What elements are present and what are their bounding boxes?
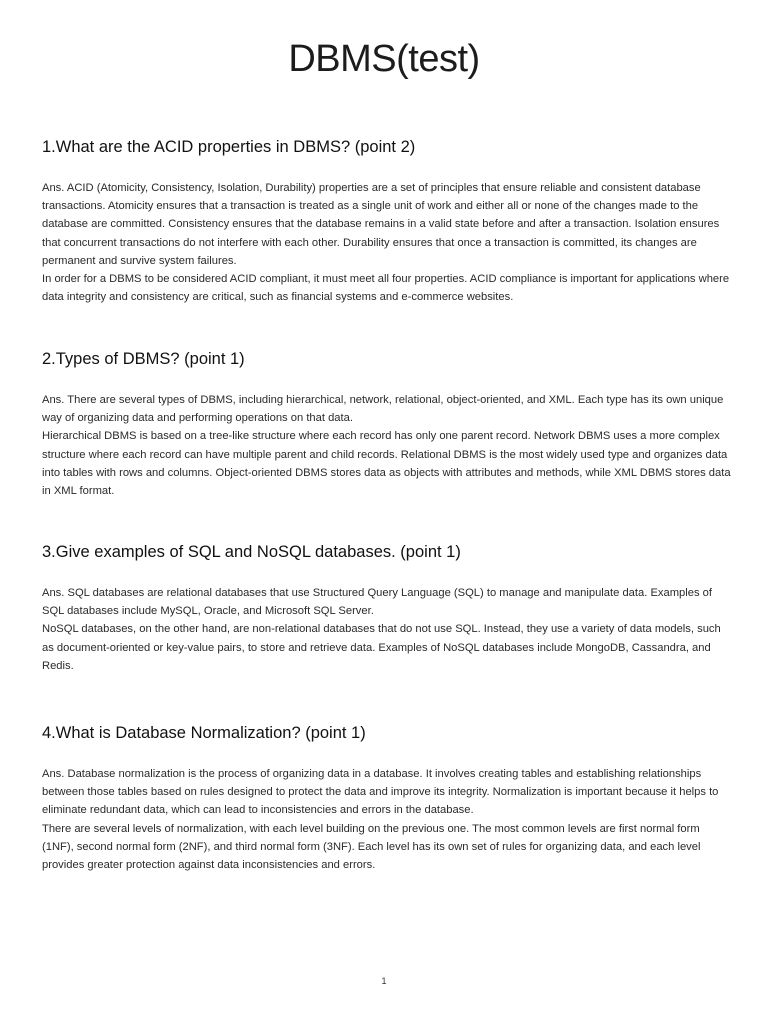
page-title: DBMS(test) xyxy=(288,38,480,80)
answer-paragraph: Ans. SQL databases are relational databases that use Structured Query Language (SQL) to manage and manipulate data. Examples of SQL databases include MySQL, Oracle, and Microsoft SQL Server. xyxy=(42,587,713,618)
answer-text xyxy=(42,584,732,675)
question-heading: 3.Give examples of SQL and NoSQL databases. (point 1) xyxy=(42,543,461,561)
answer-text xyxy=(42,179,732,306)
question-heading: 2.Types of DBMS? (point 1) xyxy=(42,350,245,368)
question-section-2 xyxy=(42,349,732,500)
answer-paragraph: In order for a DBMS to be considered ACID compliant, it must meet all four properties. ACID compliance is important for applications where data integrity and consistency are critical, such as financial systems and e-commerce websites. xyxy=(42,273,730,304)
answer-paragraph: NoSQL databases, on the other hand, are non-relational databases that do not use SQL. Instead, they use a variety of data models, such as document-oriented or key-value pairs, to store and retrieve data. Examples of NoSQL databases include MongoDB, Cassandra, and Redis. xyxy=(42,623,721,672)
answer-paragraph: Ans. Database normalization is the process of organizing data in a database. It involves creating tables and establishing relationships between those tables based on rules designed to protect the data and improve its integrity. Normalization is important because it helps to eliminate redundant data, which can lead to inconsistencies and errors in the database. xyxy=(42,768,719,817)
answer-paragraph: There are several levels of normalization, with each level building on the previous one. The most common levels are first normal form (1NF), second normal form (2NF), and third normal form (3NF). Each level has its own set of rules for organizing data, and each level provides greater protection against data inconsistencies and errors. xyxy=(42,822,701,872)
question-section-1 xyxy=(42,137,732,306)
answer-paragraph: Ans. There are several types of DBMS, including hierarchical, network, relational, object-oriented, and XML. Each type has its own unique way of organizing data and performing operations on that data. xyxy=(42,394,724,425)
question-heading: 4.What is Database Normalization? (point 1) xyxy=(42,724,366,742)
answer-text xyxy=(42,391,732,500)
question-section-4 xyxy=(42,723,732,874)
answer-text xyxy=(42,765,732,874)
answer-paragraph: Ans. ACID (Atomicity, Consistency, Isolation, Durability) properties are a set of principles that ensure reliable and consistent database transactions. Atomicity ensures that a transaction is treated as a single unit of work and either all or none of the changes made to the database are committed. Consistency ensures that the database remains in a valid state before and after a transaction. Isolation ensures that concurrent transactions do not interfere with each other. Durability ensures that once a transaction is committed, its changes are permanent and survive system failures. xyxy=(42,182,720,267)
question-heading: 1.What are the ACID properties in DBMS? (point 2) xyxy=(42,138,416,156)
answer-paragraph: Hierarchical DBMS is based on a tree-like structure where each record has only one parent record. Network DBMS uses a more complex structure where each record can have multiple parent and child records. Relational DBMS is the most widely used type and organizes data into tables with rows and columns. Object-oriented DBMS stores data as objects with attributes and methods, while XML DBMS stores data in XML format. xyxy=(42,430,731,498)
page-number: 1 xyxy=(381,976,387,986)
question-section-3 xyxy=(42,542,732,675)
